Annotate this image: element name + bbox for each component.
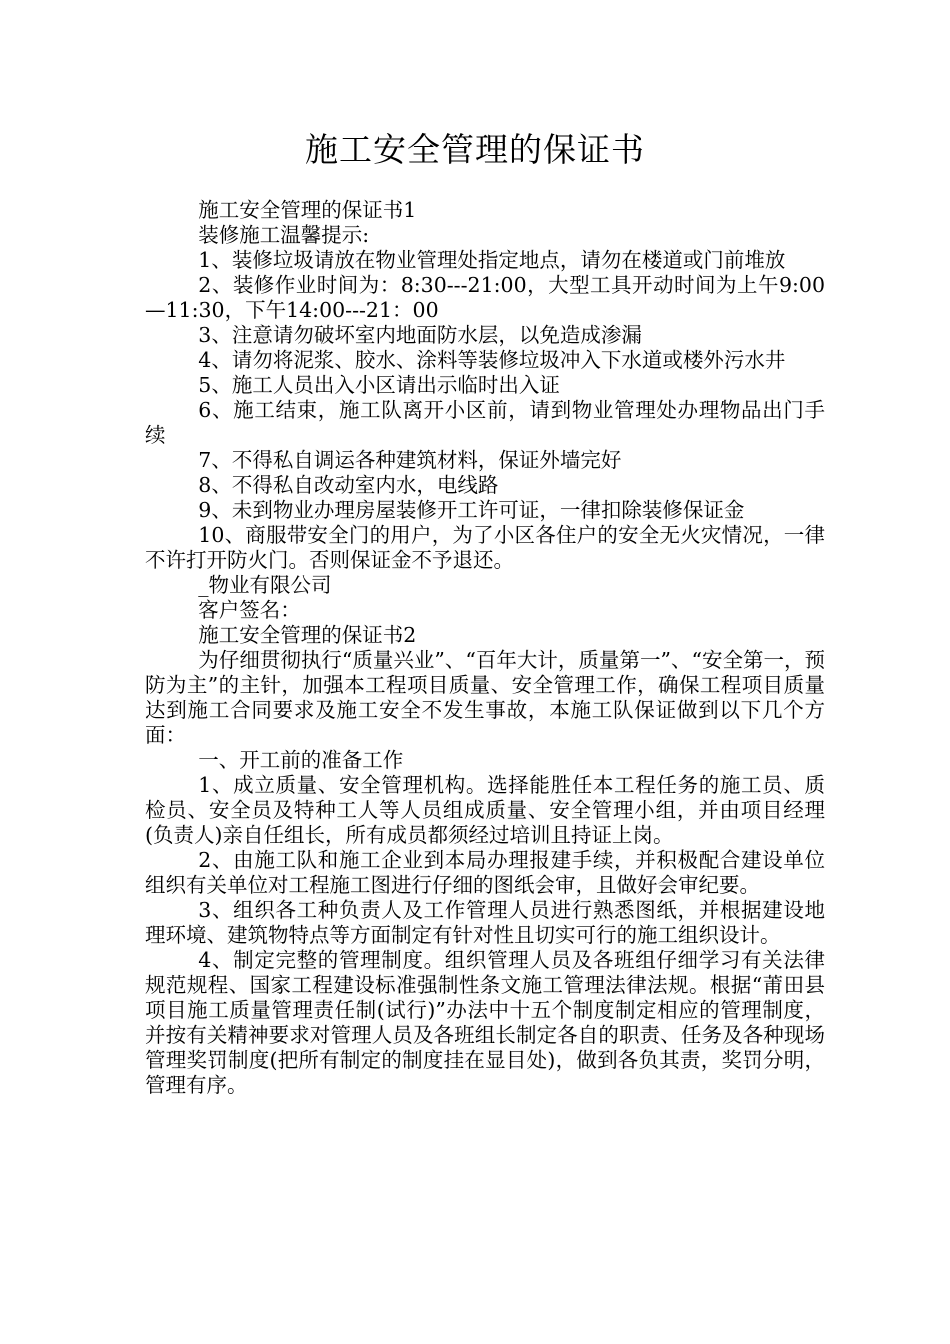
prep-item-2: 2、由施工队和施工企业到本局办理报建手续，并积极配合建设单位组织有关单位对工程施工图进行仔细的图纸会审，且做好会审纪要。 — [145, 848, 825, 897]
prep-item-3: 3、组织各工种负责人及工作管理人员进行熟悉图纸，并根据建设地理环境、建筑物特点等方面制定有针对性且切实可行的施工组织设计。 — [145, 898, 825, 947]
notice-item-9: 9、未到物业办理房屋装修开工许可证，一律扣除装修保证金 — [198, 498, 745, 522]
notice-heading: 装修施工温馨提示: — [198, 223, 370, 247]
notice-item-8: 8、不得私自改动室内水，电线路 — [198, 473, 499, 497]
notice-item-10: 10、商服带安全门的用户，为了小区各住户的安全无火灾情况，一律不许打开防火门。否则保证金不予退还。 — [145, 523, 825, 572]
notice-item-6: 6、施工结束，施工队离开小区前，请到物业管理处办理物品出门手续 — [145, 398, 825, 447]
notice-item-1: 1、装修垃圾请放在物业管理处指定地点，请勿在楼道或门前堆放 — [198, 248, 786, 272]
customer-signature-line: 客户签名： — [198, 598, 301, 622]
notice-item-3: 3、注意请勿破坏室内地面防水层，以免造成渗漏 — [198, 323, 642, 347]
intro-paragraph: 为仔细贯彻执行“质量兴业”、“百年大计，质量第一”、“安全第一，预防为主”的主针，加强本工程项目质量、安全管理工作，确保工程项目质量达到施工合同要求及施工安全不发生事故，本施工队保证做到以下几个方面： — [145, 648, 825, 747]
section-heading-2: 施工安全管理的保证书2 — [198, 623, 417, 647]
subsection-heading: 一、开工前的准备工作 — [198, 748, 404, 772]
notice-item-2: 2、装修作业时间为：8:30---21:00，大型工具开动时间为上午9:00—11:30，下午14:00---21：00 — [145, 273, 825, 322]
notice-item-4: 4、请勿将泥浆、胶水、涂料等装修垃圾冲入下水道或楼外污水井 — [198, 348, 786, 372]
section-heading-1: 施工安全管理的保证书1 — [198, 198, 417, 222]
prep-item-1: 1、成立质量、安全管理机构。选择能胜任本工程任务的施工员、质检员、安全员及特种工人等人员组成质量、安全管理小组，并由项目经理(负责人)亲自任组长，所有成员都须经过培训且持证上岗。 — [145, 773, 825, 847]
notice-item-5: 5、施工人员出入小区请出示临时出入证 — [198, 373, 560, 397]
notice-item-7: 7、不得私自调运各种建筑材料，保证外墙完好 — [198, 448, 622, 472]
company-signature-line: _物业有限公司 — [198, 573, 332, 597]
document-title: 施工安全管理的保证书 — [305, 130, 645, 169]
prep-item-4: 4、制定完整的管理制度。组织管理人员及各班组仔细学习有关法律规范规程、国家工程建设标准强制性条文施工管理法律法规。根据“莆田县项目施工质量管理责任制(试行)”办法中十五个制度制定相应的管理制度，并按有关精神要求对管理人员及各班组长制定各自的职责、任务及各种现场管理奖罚制度(把所有制定的制度挂在显目处)，做到各负其责，奖罚分明，管理有序。 — [145, 948, 825, 1097]
document-body — [145, 198, 825, 1098]
